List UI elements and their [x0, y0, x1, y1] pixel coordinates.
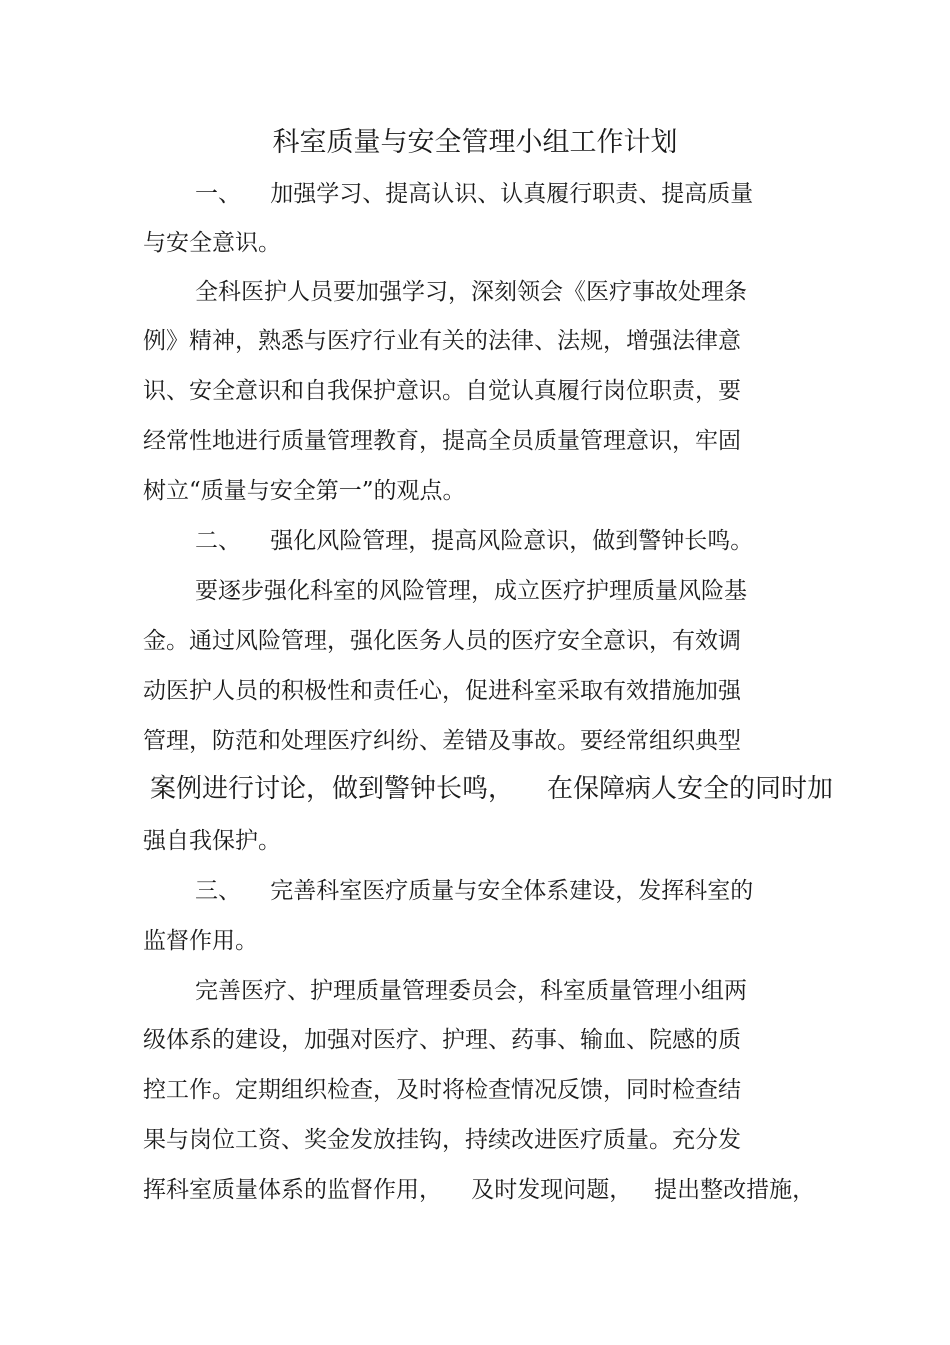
text-line: 全科医护人员要加强学习，深刻领会《医疗事故处理条 [195, 279, 747, 305]
text-line: 控工作。定期组织检查，及时将检查情况反馈，同时检查结 [143, 1077, 741, 1103]
text-line: 例》精神，熟悉与医疗行业有关的法律、法规，增强法律意 [143, 328, 741, 354]
text-line: 级体系的建设，加强对医疗、护理、药事、输血、院感的质 [143, 1027, 741, 1053]
text-line: 树立“质量与安全第一”的观点。 [143, 478, 466, 504]
text-line: 一、 加强学习、提高认识、认真履行职责、提高质量 [195, 181, 754, 207]
text-line: 金。通过风险管理，强化医务人员的医疗安全意识，有效调 [143, 628, 741, 654]
text-line: 强自我保护。 [143, 828, 281, 854]
text-line: 识、安全意识和自我保护意识。自觉认真履行岗位职责，要 [143, 378, 741, 404]
text-line: 二、 强化风险管理，提高风险意识，做到警钟长鸣。 [195, 528, 754, 554]
text-line: 挥科室质量体系的监督作用， 及时发现问题， 提出整改措施， [143, 1177, 816, 1203]
text-line: 三、 完善科室医疗质量与安全体系建设，发挥科室的 [195, 878, 754, 904]
text-line: 动医护人员的积极性和责任心，促进科室采取有效措施加强 [143, 678, 741, 704]
text-line: 管理，防范和处理医疗纠纷、差错及事故。要经常组织典型 [143, 728, 741, 754]
text-line: 要逐步强化科室的风险管理，成立医疗护理质量风险基 [195, 578, 747, 604]
document-title: 科室质量与安全管理小组工作计划 [272, 127, 678, 158]
text-line: 果与岗位工资、奖金发放挂钩，持续改进医疗质量。充分发 [143, 1127, 741, 1153]
text-line: 经常性地进行质量管理教育，提高全员质量管理意识，牢固 [143, 428, 741, 454]
text-line: 完善医疗、护理质量管理委员会，科室质量管理小组两 [195, 978, 747, 1004]
text-line: 与安全意识。 [143, 230, 281, 256]
text-line: 监督作用。 [143, 928, 258, 954]
text-line: 案例进行讨论，做到警钟长鸣， 在保障病人安全的同时加 [150, 774, 834, 804]
